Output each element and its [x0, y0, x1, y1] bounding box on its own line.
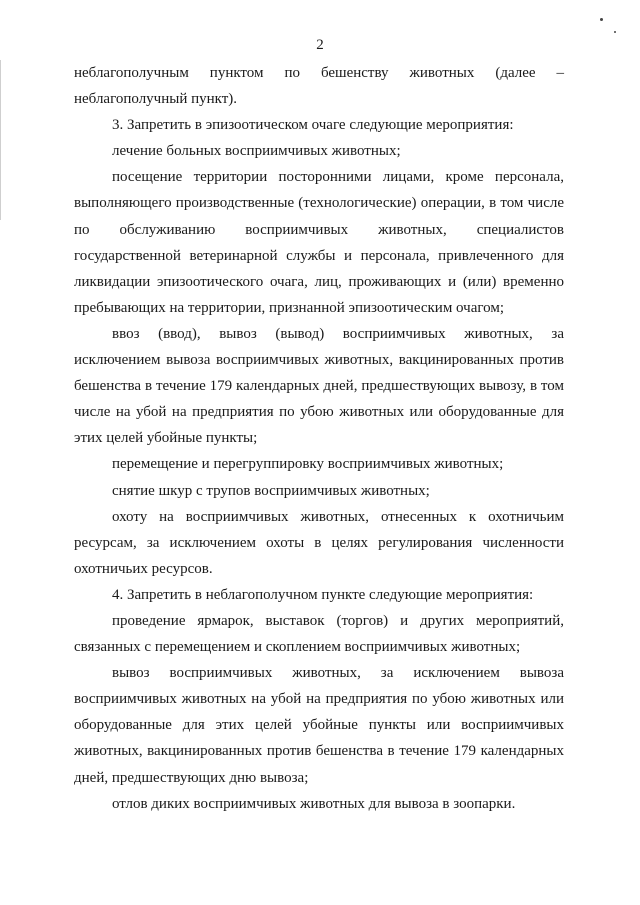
paragraph-removal: вывоз восприимчивых животных, за исключением вывоза восприимчивых животных на убой на предприятия по убою животных или оборудованные для этих целей убойные пункты или восприимчивых животных, вакцинированных против бешенства в течение 179 календарных дней, предшествующих дню вывоза; — [74, 665, 564, 786]
paragraph-section-3-heading: 3. Запретить в эпизоотическом очаге следующие мероприятия: — [112, 117, 514, 134]
paragraph-import-export: ввоз (ввод), вывоз (вывод) восприимчивых животных, за исключением вывоза восприимчивых животных, вакцинированных против бешенства в течение 179 календарных дней, предшествующих вывозу, в том числе на убой на предприятия по убою животных или оборудованные для этих целей убойные пункты; — [74, 325, 564, 447]
paragraph-visits: посещение территории посторонними лицами, кроме персонала, выполняющего производственные (технологические) операции, в том числе по обслуживанию восприимчивых животных, специалистов государственной ветеринарной службы и персонала, привлеченного для ликвидации эпизоотического очага, лиц, проживающих и (или) временно пребывающих на территории, признанной эпизоотическим очагом; — [74, 169, 564, 316]
page-number: 2 — [316, 37, 324, 53]
paragraph-hunting: охоту на восприимчивых животных, отнесенных к охотничьим ресурсам, за исключением охоты в целях регулирования численности охотничьих ресурсов. — [74, 508, 564, 577]
paragraph-regrouping: перемещение и перегруппировку восприимчивых животных; — [112, 456, 504, 473]
paragraph-skinning: снятие шкур с трупов восприимчивых животных; — [112, 482, 430, 499]
scan-speck — [614, 31, 616, 33]
paragraph-section-4-heading: 4. Запретить в неблагополучном пункте следующие мероприятия: — [112, 586, 534, 603]
scan-edge-mark — [0, 60, 1, 220]
paragraph-fairs: проведение ярмарок, выставок (торгов) и других мероприятий, связанных с перемещением и скоплением восприимчивых животных; — [74, 612, 564, 656]
paragraph-continuation: неблагополучным пунктом по бешенству животных (далее – неблагополучный пункт). — [74, 65, 564, 108]
paragraph-treatment: лечение больных восприимчивых животных; — [112, 143, 401, 160]
scan-speck — [600, 18, 603, 21]
paragraph-capture: отлов диких восприимчивых животных для вывоза в зоопарки. — [112, 795, 516, 812]
document-body — [74, 60, 564, 817]
